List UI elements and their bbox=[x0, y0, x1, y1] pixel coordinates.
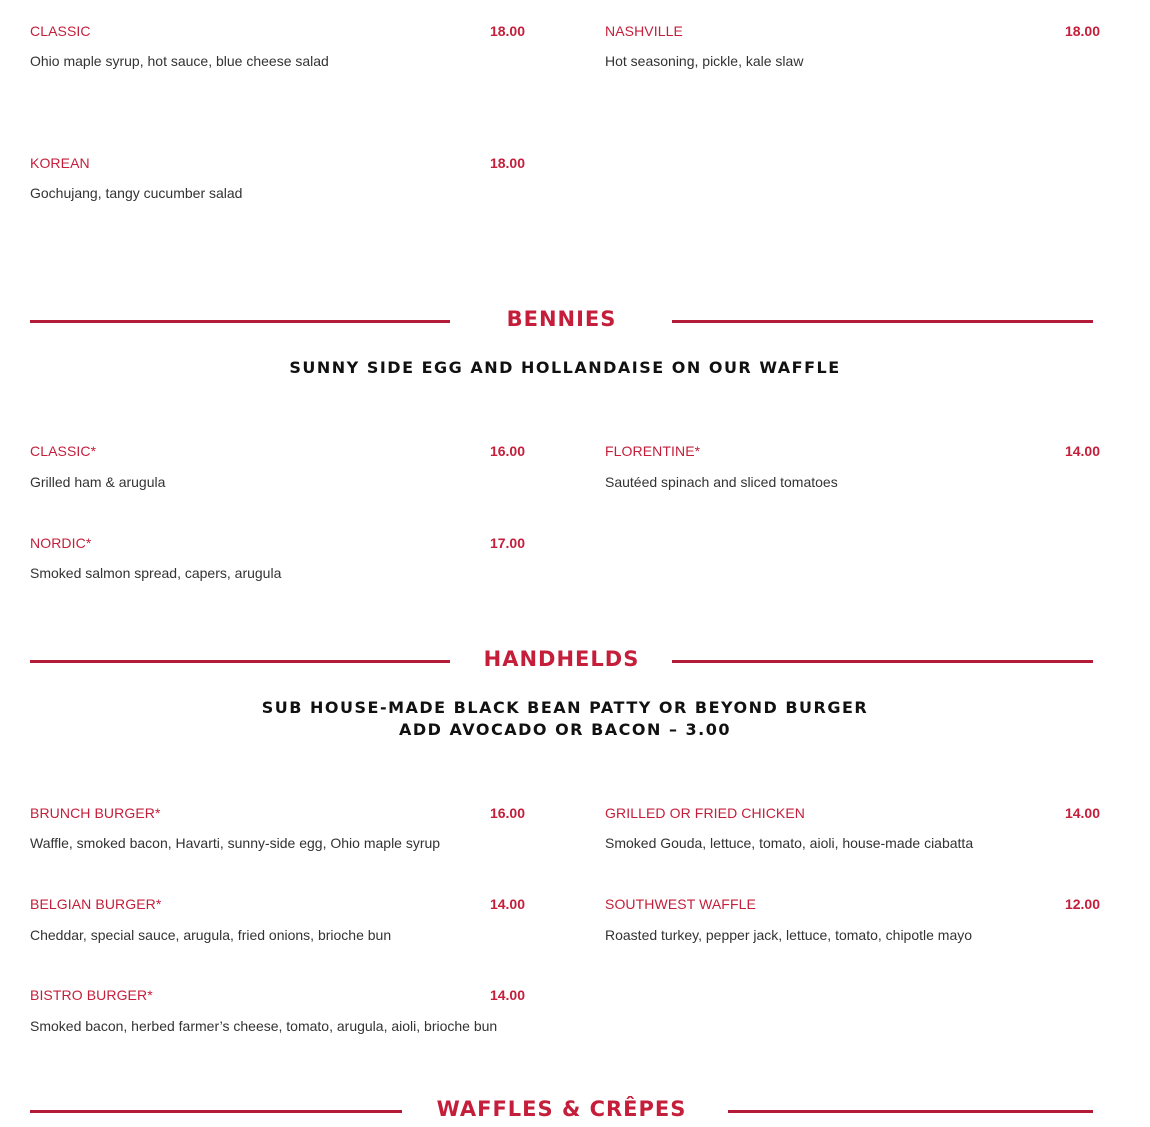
item-name: GRILLED OR FRIED CHICKEN bbox=[605, 805, 805, 821]
item-name: SOUTHWEST WAFFLE bbox=[605, 896, 756, 912]
section-subtitle: SUB HOUSE-MADE BLACK BEAN PATTY OR BEYOND BURGER bbox=[261, 698, 869, 717]
item-name: BRUNCH BURGER* bbox=[30, 805, 161, 821]
item-price: 16.00 bbox=[489, 443, 525, 459]
section-header-handhelds bbox=[30, 647, 1093, 677]
item-name: NORDIC* bbox=[30, 535, 92, 551]
item-description: Grilled ham & arugula bbox=[30, 474, 166, 490]
item-price: 14.00 bbox=[489, 987, 525, 1003]
menu-item bbox=[605, 23, 1100, 83]
item-price: 18.00 bbox=[489, 155, 525, 171]
item-price: 14.00 bbox=[1064, 443, 1100, 459]
item-description: Sautéed spinach and sliced tomatoes bbox=[605, 474, 838, 490]
item-description: Roasted turkey, pepper jack, lettuce, tomato, chipotle mayo bbox=[605, 927, 973, 943]
menu-item bbox=[30, 155, 525, 215]
item-description: Gochujang, tangy cucumber salad bbox=[30, 185, 243, 201]
item-price: 16.00 bbox=[489, 805, 525, 821]
section-title: WAFFLES & CRÊPES bbox=[436, 1097, 687, 1121]
menu-item bbox=[605, 805, 1100, 865]
item-description: Ohio maple syrup, hot sauce, blue cheese salad bbox=[30, 53, 329, 69]
item-name: NASHVILLE bbox=[605, 23, 683, 39]
item-price: 18.00 bbox=[489, 23, 525, 39]
item-description: Smoked Gouda, lettuce, tomato, aioli, house-made ciabatta bbox=[605, 835, 974, 851]
item-description: Smoked salmon spread, capers, arugula bbox=[30, 565, 282, 581]
item-name: BELGIAN BURGER* bbox=[30, 896, 162, 912]
section-header-bennies bbox=[30, 307, 1093, 337]
menu-item bbox=[30, 23, 525, 83]
item-price: 12.00 bbox=[1064, 896, 1100, 912]
item-description: Cheddar, special sauce, arugula, fried onions, brioche bun bbox=[30, 927, 392, 943]
item-description: Waffle, smoked bacon, Havarti, sunny-side egg, Ohio maple syrup bbox=[30, 835, 441, 851]
item-name: FLORENTINE* bbox=[605, 443, 701, 459]
item-name: KOREAN bbox=[30, 155, 90, 171]
item-price: 18.00 bbox=[1064, 23, 1100, 39]
menu-item bbox=[30, 805, 525, 865]
section-title: BENNIES bbox=[506, 307, 617, 331]
item-description: Smoked bacon, herbed farmer’s cheese, tomato, arugula, aioli, brioche bun bbox=[30, 1018, 498, 1034]
item-price: 17.00 bbox=[489, 535, 525, 551]
item-description: Hot seasoning, pickle, kale slaw bbox=[605, 53, 804, 69]
item-name: BISTRO BURGER* bbox=[30, 987, 153, 1003]
menu-item bbox=[30, 896, 525, 956]
item-price: 14.00 bbox=[1064, 805, 1100, 821]
section-subtitle: SUNNY SIDE EGG AND HOLLANDAISE ON OUR WAFFLE bbox=[289, 358, 841, 377]
section-subtitle-note: ADD AVOCADO OR BACON – 3.00 bbox=[398, 720, 731, 739]
item-name: CLASSIC* bbox=[30, 443, 97, 459]
menu-item bbox=[30, 443, 525, 503]
menu-item bbox=[605, 443, 1100, 503]
item-name: CLASSIC bbox=[30, 23, 91, 39]
menu-item bbox=[30, 987, 525, 1047]
section-title: HANDHELDS bbox=[483, 647, 640, 671]
item-price: 14.00 bbox=[489, 896, 525, 912]
menu-item bbox=[605, 896, 1100, 956]
menu-item bbox=[30, 535, 525, 595]
section-header-waffles bbox=[30, 1097, 1093, 1127]
